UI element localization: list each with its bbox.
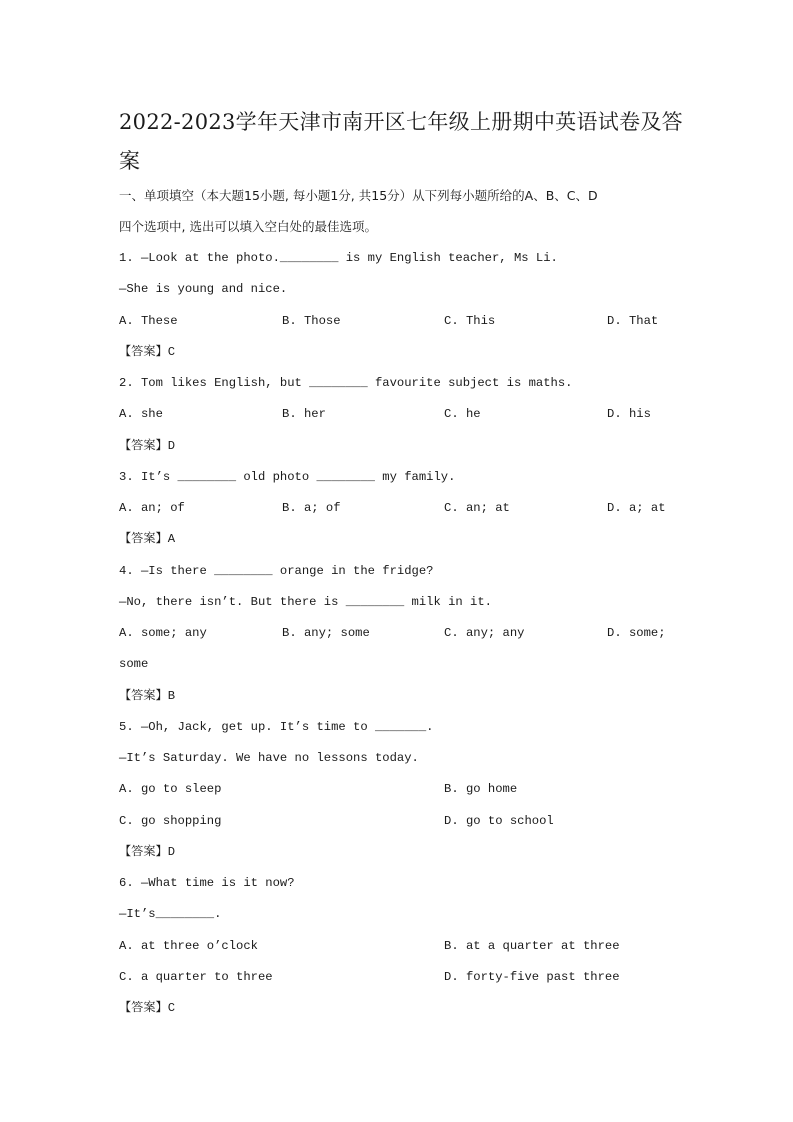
section-heading: 一、单项填空（本大题15小题, 每小题1分, 共15分）从下列每小题所给的A、B、C、D xyxy=(119,188,598,203)
option-a: A. some; any xyxy=(119,626,207,640)
option-b: B. at a quarter at three xyxy=(444,938,620,953)
answer-line: 【答案】B xyxy=(119,688,176,703)
option-d: D. That xyxy=(607,313,659,328)
option-a: C. go shopping xyxy=(119,813,222,828)
question-line: 4. —Is there ________ orange in the fridge? xyxy=(119,563,434,578)
answer-line: 【答案】C xyxy=(119,1001,176,1015)
answer-line: 【答案】D xyxy=(119,438,176,453)
document-title: 2022-2023学年天津市南开区七年级上册期中英语试卷及答 xyxy=(119,110,683,134)
question-line: —It’s Saturday. We have no lessons today. xyxy=(119,751,419,765)
question-line: 6. —What time is it now? xyxy=(119,876,295,890)
option-a: A. an; of xyxy=(119,501,185,515)
option-a: A. she xyxy=(119,407,163,422)
option-c: C. any; any xyxy=(444,626,525,640)
question-line: —It’s________. xyxy=(119,907,222,922)
question-line: some xyxy=(119,657,149,672)
option-c: C. an; at xyxy=(444,501,510,515)
question-line: 5. —Oh, Jack, get up. It’s time to _______. xyxy=(119,719,434,734)
option-d: D. his xyxy=(607,407,651,422)
option-a: A. These xyxy=(119,313,178,328)
option-d: D. a; at xyxy=(607,501,666,515)
option-a: A. at three o’clock xyxy=(119,938,258,953)
option-b: B. a; of xyxy=(282,501,341,515)
question-line: 1. —Look at the photo.________ is my English teacher, Ms Li. xyxy=(119,251,558,265)
option-b: D. forty-five past three xyxy=(444,969,620,984)
option-b: B. Those xyxy=(282,313,341,328)
option-a: C. a quarter to three xyxy=(119,969,273,984)
option-a: A. go to sleep xyxy=(119,782,222,797)
section-heading-continued: 四个选项中, 选出可以填入空白处的最佳选项。 xyxy=(119,219,377,234)
question-line: —No, there isn’t. But there is ________ milk in it. xyxy=(119,594,492,609)
question-line: 3. It’s ________ old photo ________ my family. xyxy=(119,469,456,484)
document-title-continued: 案 xyxy=(119,149,141,173)
question-line: 2. Tom likes English, but ________ favourite subject is maths. xyxy=(119,376,573,390)
option-b: D. go to school xyxy=(444,813,554,828)
question-line: —She is young and nice. xyxy=(119,282,288,297)
answer-line: 【答案】A xyxy=(119,532,176,547)
answer-line: 【答案】D xyxy=(119,844,176,859)
option-b: B. her xyxy=(282,407,326,422)
answer-line: 【答案】C xyxy=(119,344,176,359)
option-c: C. This xyxy=(444,313,496,328)
option-d: D. some; xyxy=(607,626,666,640)
option-b: B. any; some xyxy=(282,626,370,640)
option-b: B. go home xyxy=(444,782,518,797)
option-c: C. he xyxy=(444,407,481,422)
